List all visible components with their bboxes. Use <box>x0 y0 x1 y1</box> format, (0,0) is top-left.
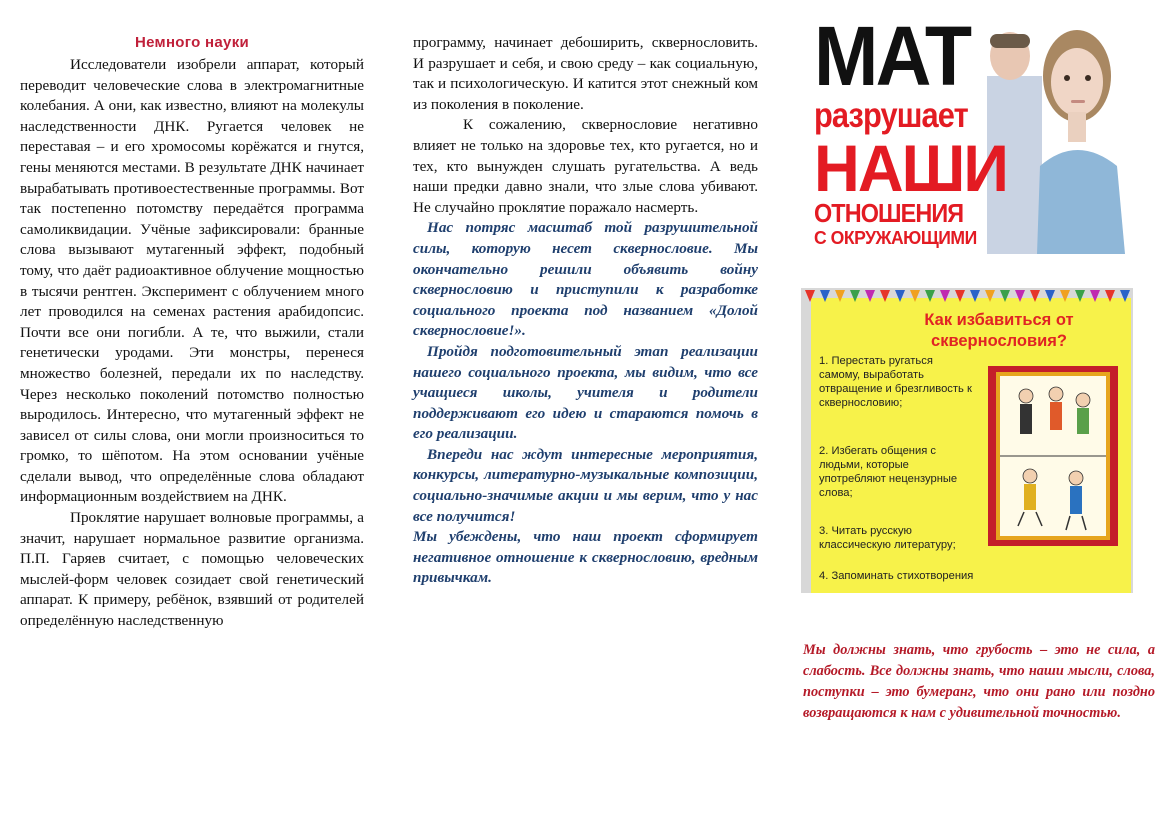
poster-line-1: МАТ <box>814 16 970 103</box>
tip-4: 4. Запоминать стихотворения <box>819 570 974 582</box>
bunting-flag <box>970 290 980 302</box>
project-italic-2: Пройдя подготовительный этап реализации нашего социального проекта, мы видим, что все учащиеся школы, учителя и родители поддерживают его идею и стараются помочь в его реализации. <box>413 342 758 443</box>
science-paragraph-2: Проклятие нарушает волновые программы, а значит, нарушает нормальное развитие организма. П.П. Гаряев считает, с помощью человеческих мыслей-форм человек созидает свой генетический аппарат. К примеру, ребёнок, взявший от родителей определённую наследственную <box>20 509 364 630</box>
poster-line-3: НАШИ <box>814 131 1008 205</box>
bunting-flag <box>910 290 920 302</box>
project-paragraph-1: программу, начинает дебоширить, сквернословить. И разрушает и себя, и свою среду – как социальную, так и психологическую. И катится этот снежный ком из поколения в поколение. <box>413 34 758 113</box>
column-closing <box>803 626 1155 738</box>
poster-line-5: С ОКРУЖАЮЩИМИ <box>814 227 977 248</box>
poster-line-4: ОТНОШЕНИЯ <box>814 198 964 228</box>
bunting-flag <box>1000 290 1010 302</box>
bunting-flag <box>1120 290 1130 302</box>
bunting-flag <box>880 290 890 302</box>
science-paragraph-1: Исследователи изобрели аппарат, который переводит человеческие слова в электромагнитные колебания. А они, как известно, влияют на молекулы наследственности ДНК. Ругается человек не переставая – и его хромосомы корёжатся и гнутся, гены меняются местами. В результате ДНК начинает вырабатывать противоестественные программы. Вот так постепенно потомству передаётся программа самоликвидации. Учёные зафиксировали: бранные слова вызывают мутагенный эффект, подобный тому, что даёт радиоактивное облучение мощностью в тысячи рентген. Эксперимент с облучением много лет проводился на семенах растения арабидопсис. Почти все они погибли. А те, что выжили, стали генетически уродами. Эти монстры, перенеся множество болезней, передали их по наследству. Через несколько поколений потомство полностью выродилось. Интересно, что мутагенный эффект не зависел от силы слова, они могли произноситься то громко, то шёпотом. На этом основании учёные сделали вывод, что определённые слова обладают информационным воздействием на ДНК. <box>20 56 364 506</box>
poster-line-2: разрушает <box>814 96 968 135</box>
project-italic-4: Мы убеждены, что наш проект сформирует негативное отношение к сквернословию, вредным привычкам. <box>413 528 758 587</box>
bunting-flag <box>925 290 935 302</box>
bunting-flag <box>955 290 965 302</box>
bunting-flag <box>1030 290 1040 302</box>
column-science <box>20 34 364 632</box>
column-project <box>413 33 758 589</box>
tip-2: 2. Избегать общения с людьми, которые употребляют нецензурные слова; <box>819 445 958 499</box>
bunting-flag <box>850 290 860 302</box>
tips-card <box>801 288 1133 593</box>
puppet-theatre-illustration <box>988 366 1118 546</box>
tip-1: 1. Перестать ругаться самому, выработать отвращение и брезгливость к сквернословию; <box>819 355 972 409</box>
bunting-flag <box>1075 290 1085 302</box>
section-heading: Немного науки <box>134 34 250 51</box>
project-italic-1: Нас потряс масштаб той разрушительной силы, которую несет сквернословие. Мы окончательно решили объявить войну сквернословию и приступили к разработке социального проекта под названием «Долой сквернословие!». <box>413 219 758 340</box>
poster-image <box>812 16 1125 254</box>
closing-message: Мы должны знать, что грубость – это не сила, а слабость. Все должны знать, что наши мысли, слова, поступки – это бумеранг, что они рано или поздно возвращаются к нам с удивительной точностью. <box>803 642 1155 721</box>
bunting-flag <box>940 290 950 302</box>
bunting-flag <box>805 290 815 302</box>
bunting-flag <box>1090 290 1100 302</box>
bunting-flag <box>835 290 845 302</box>
tip-3: 3. Читать русскую классическую литературу; <box>819 525 956 551</box>
bunting-flag <box>895 290 905 302</box>
project-paragraph-2: К сожалению, сквернословие негативно влияет не только на здоровье тех, кто ругается, но и тех, кто вынужден слушать ругательства. А ведь наши предки давно знали, что злые слова убивают. Не случайно проклятие поражало насмерть. <box>413 116 758 216</box>
bunting-flag <box>1015 290 1025 302</box>
project-italic-3: Впереди нас ждут интересные мероприятия, конкурсы, литературно-музыкальные композиции, социально-значимые акции и мы верим, что у нас все получится! <box>413 445 758 525</box>
bunting-flag <box>865 290 875 302</box>
bunting-flag <box>1060 290 1070 302</box>
bunting-flag <box>985 290 995 302</box>
bunting-flag <box>820 290 830 302</box>
bunting-decoration <box>801 288 1133 304</box>
bunting-flag <box>1045 290 1055 302</box>
tips-card-title: Как избавиться от сквернословия? <box>924 311 1074 350</box>
bunting-flag <box>1105 290 1115 302</box>
